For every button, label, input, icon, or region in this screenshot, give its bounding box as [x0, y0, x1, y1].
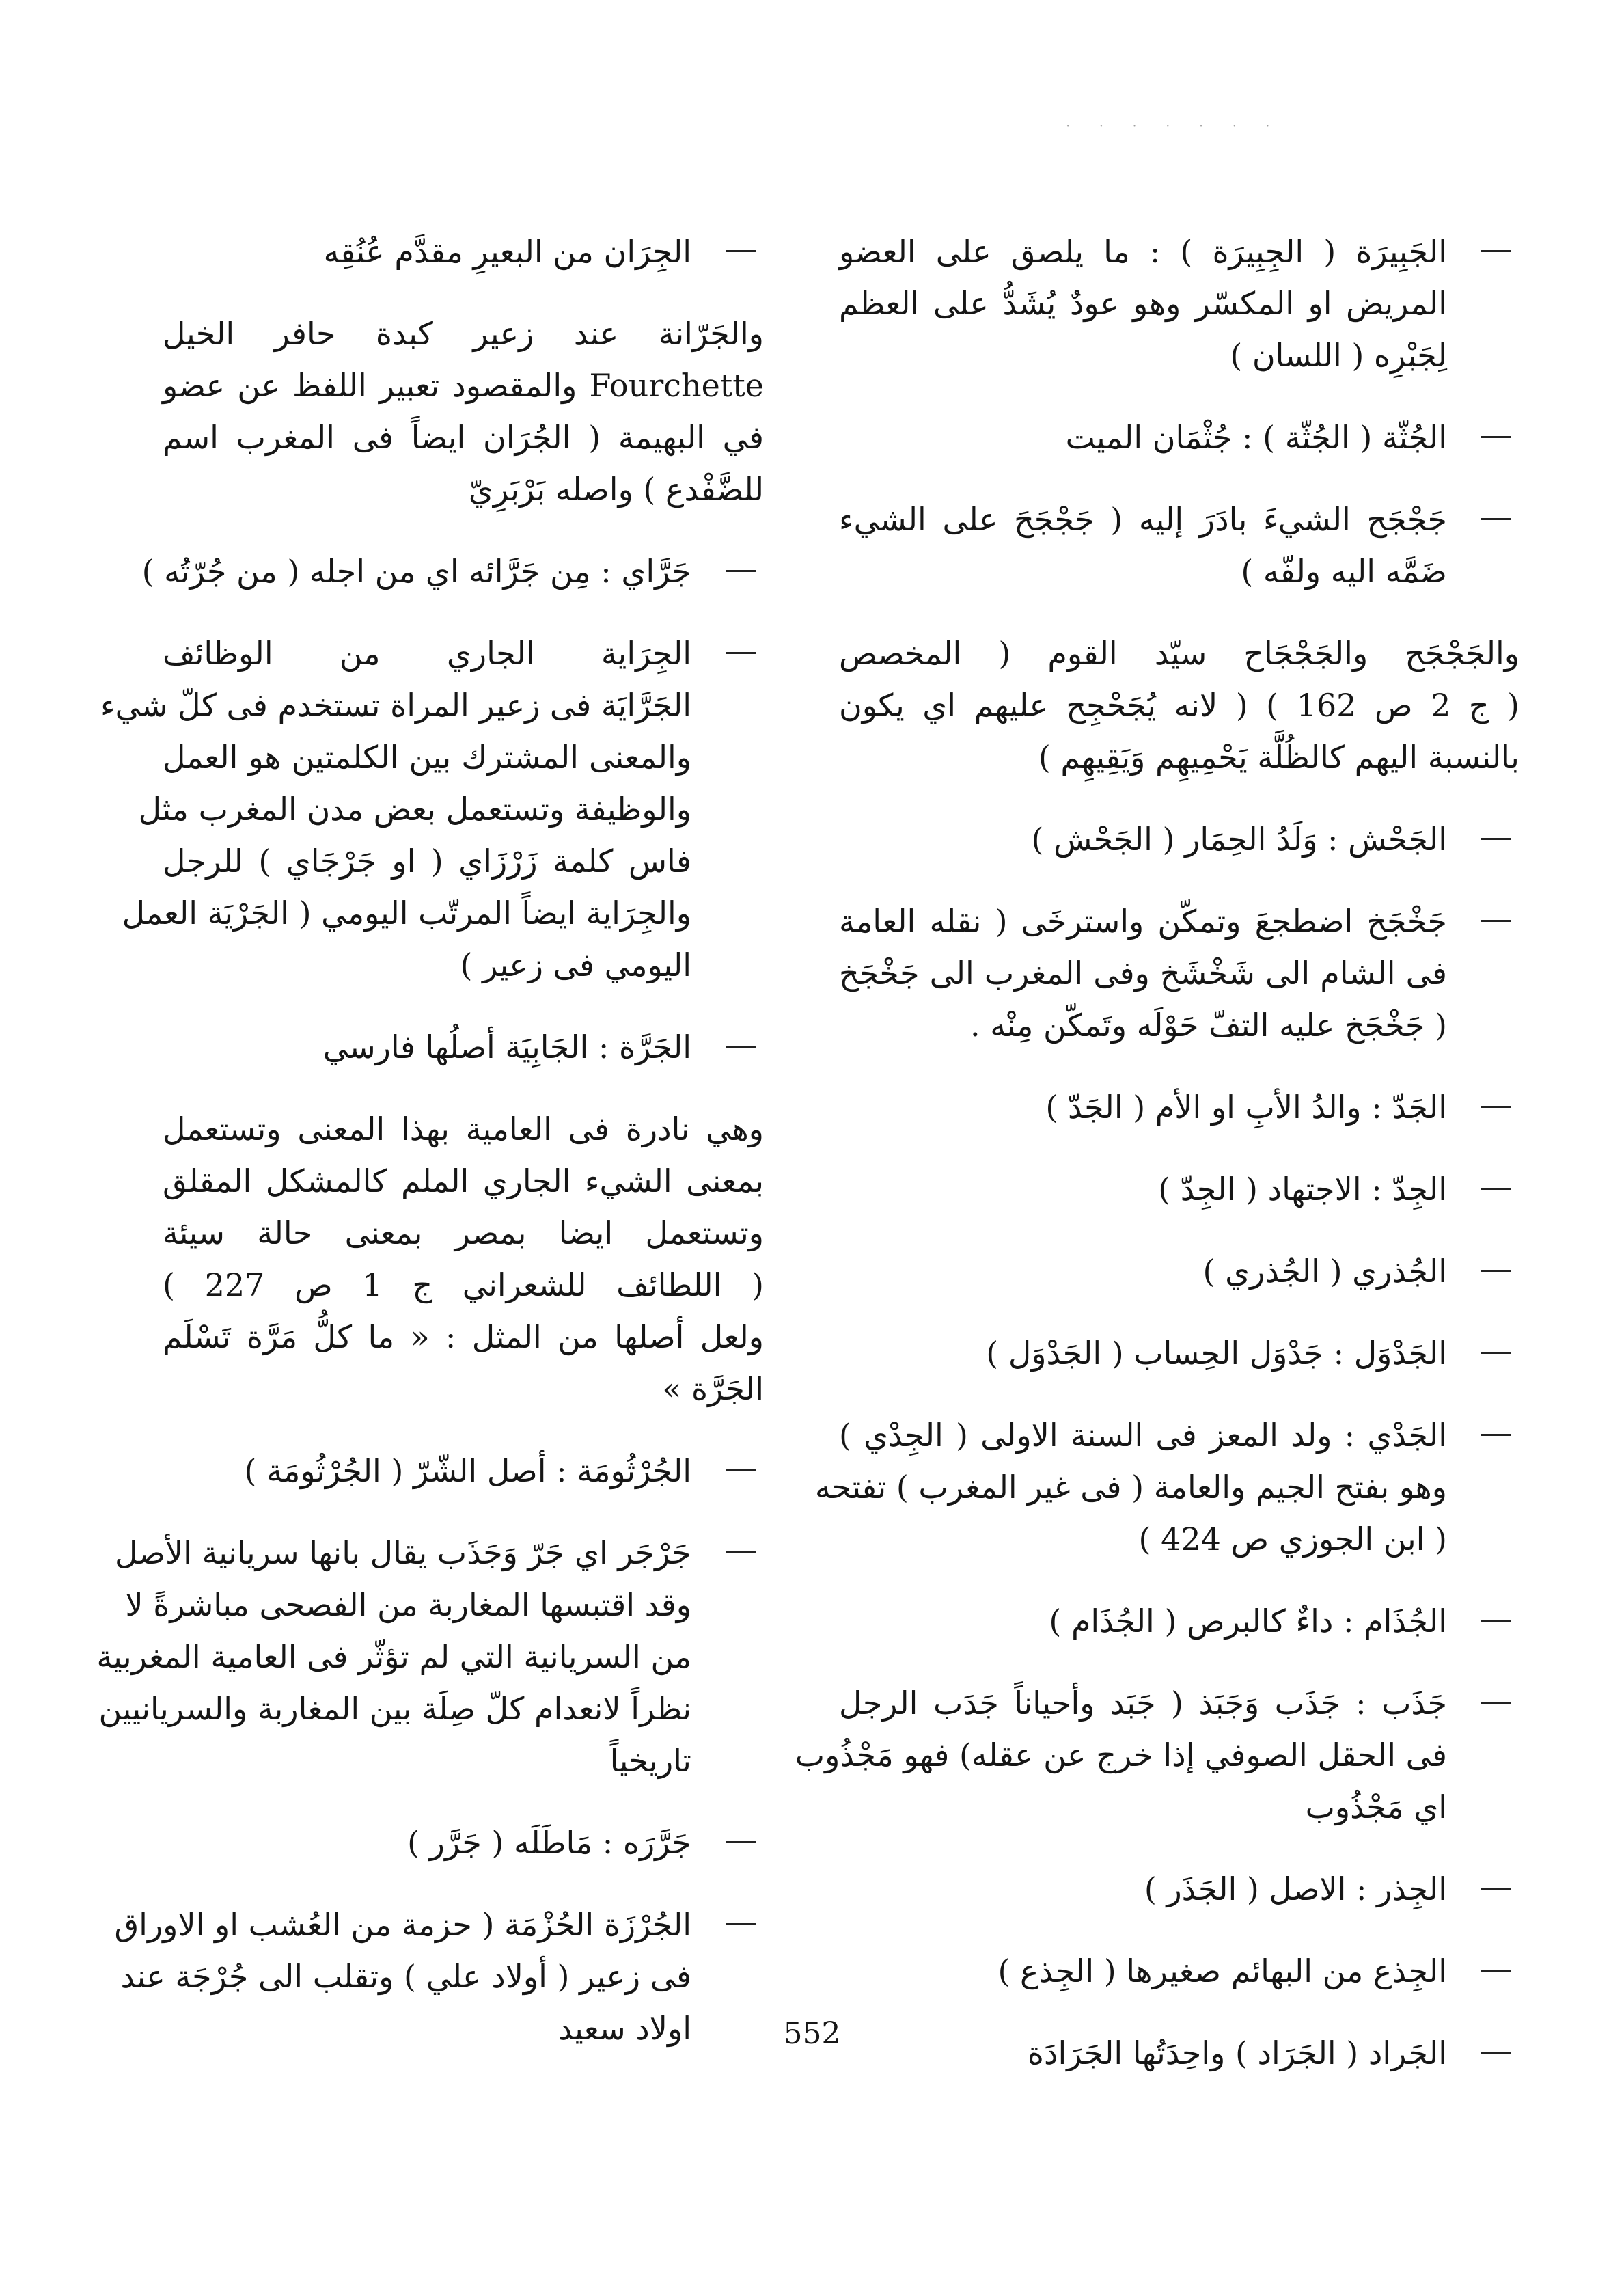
entry-line: ( ج 2 ص 162 ) ( لانه يُجَحْجِح عليهم اي يكون: [839, 687, 1519, 724]
entry-dash-marker: [726, 1469, 756, 1471]
entry-line: والجَجْجَح والجَجْجَاح سيّد القوم ( المخصص: [839, 635, 1519, 672]
dictionary-entry: [839, 226, 1519, 381]
entry-dash-marker: [726, 652, 756, 654]
entry-dash-marker: [1481, 518, 1511, 520]
entry-line: والجِرَاية ايضاً المرتّب اليومي ( الجَرْيَة العمل: [122, 895, 691, 932]
entry-line: فى زعير ( أولاد علي ) وتقلب الى جُرْجَة عند: [120, 1958, 691, 1995]
entry-dash-marker: [726, 570, 756, 572]
entry-dash-marker: [1481, 1188, 1511, 1190]
entry-line: الجُثّة ( الجُثّة ) : جُثْمَان الميت: [1065, 419, 1447, 456]
entry-dash-marker: [1481, 250, 1511, 252]
entry-line: الجِذع من البهائم صغيرها ( الجِذع ): [997, 1953, 1447, 1989]
entry-dash-marker: [1481, 436, 1511, 438]
dictionary-entry: [839, 1327, 1519, 1379]
dictionary-entry: [163, 1021, 764, 1073]
entry-line: ولعل أصلها من المثل : « ما كلُّ مَرَّة تَسْلَم: [163, 1318, 764, 1355]
entry-line: الجِدّ : الاجتهاد ( الجِدّ ): [1158, 1171, 1447, 1208]
entry-line: جَجْجَح الشيءَ بادَرَ إليه ( جَجْجَحَ على الشيء: [839, 501, 1447, 538]
dictionary-entry: [141, 545, 764, 597]
entry-line: الجُرْثُومَة : أصل الشّرّ ( الجُرْثُومَة ): [244, 1452, 691, 1489]
entry-dash-marker: [1481, 1702, 1511, 1704]
dictionary-entry: [795, 1677, 1519, 1833]
entry-line: الجَرَّة »: [662, 1370, 764, 1407]
entry-line: الجَراد ( الجَرَاد ) واحِدَتُها الجَرَادَة: [1027, 2035, 1447, 2071]
dictionary-entry: [100, 627, 764, 991]
entry-line: اليومي فى زعير ): [460, 947, 691, 983]
entry-line: الجَرَّة : الجَابِيَة أصلُها فارسي: [322, 1029, 691, 1065]
entry-line: بالنسبة اليهم كالظُلَّة يَحْمِيهِم وَيَقِيهِم ): [1038, 739, 1519, 776]
entry-dash-marker: [1481, 1434, 1511, 1436]
dictionary-entry: [839, 895, 1519, 1051]
entry-dash-marker: [1481, 1620, 1511, 1622]
dictionary-entry: [839, 411, 1519, 463]
entry-dash-marker: [1481, 2052, 1511, 2054]
entry-line: جَرْجَر اي جَرّ وَجَذَب يقال بانها سريانية الأصل: [114, 1534, 691, 1571]
dictionary-entry: [839, 1163, 1519, 1215]
entry-dash-marker: [1481, 838, 1511, 840]
entry-line: ( اللطائف للشعراني ج 1 ص 227 ): [163, 1266, 764, 1303]
entry-line: جَرَّاي : مِن جَرَّائه اي من اجله ( من جُرّتُه ): [141, 553, 691, 590]
dictionary-entry: [163, 1103, 764, 1415]
entry-line: Fourchette والمقصود تعبير اللفظ عن عضو: [163, 367, 764, 404]
entry-line: جَخْجَخ اضطجعَ وتمكّن واسترخَى ( نقله العامة: [839, 903, 1447, 940]
entry-dash-marker: [1481, 1106, 1511, 1108]
entry-line: الجَدْي : ولد المعز فى السنة الاولى ( الجِدْي ): [839, 1417, 1447, 1454]
entry-line: الجُرْزَة الحُزْمَة ( حزمة من العُشب او الاوراق: [114, 1906, 691, 1943]
entry-line: الجُذَام : داءٌ كالبرص ( الجُذَام ): [1049, 1603, 1447, 1640]
entry-line: الجَدْوَل : جَدْوَل الحِساب ( الجَدْوَل ): [986, 1335, 1447, 1372]
entry-line: المريض او المكسّر وهو عودٌ يُشَدُّ على العظم: [839, 285, 1447, 322]
entry-line: لِجَبْرِه ( اللسان ): [1230, 337, 1447, 374]
dictionary-entry: [839, 1945, 1519, 1997]
entry-dash-marker: [726, 250, 756, 252]
dictionary-entry: [839, 1081, 1519, 1133]
dictionary-entry: [163, 1445, 764, 1497]
entry-line: الجُذري ( الجُذري ): [1202, 1253, 1447, 1290]
entry-line: من السريانية التي لم تؤثّر فى العامية المغربية: [96, 1638, 691, 1675]
entry-line: نظراً لانعدام كلّ صِلَة بين المغاربة والسريانيين: [98, 1690, 691, 1727]
entry-line: جَرَّرَه : مَاطَلَه ( جَرَّر ): [407, 1824, 691, 1861]
entry-dash-marker: [726, 1046, 756, 1048]
dictionary-entry: [839, 813, 1519, 865]
entry-line: اولاد سعيد: [558, 2010, 691, 2047]
entry-line: ( ابن الجوزي ص 424 ): [1138, 1521, 1447, 1558]
entry-line: فى الحقل الصوفي إذا خرج عن عقله) فهو مَجْذُوب: [795, 1737, 1447, 1773]
scan-specks: · · · · · · ·: [1066, 118, 1282, 134]
dictionary-entry: [163, 308, 764, 515]
entry-line: جَذَب : جَذَب وَجَبَذ ( جَبَد وأحياناً جَدَب الرجل: [839, 1685, 1447, 1722]
entry-dash-marker: [726, 1551, 756, 1553]
entry-line: والوظيفة وتستعمل بعض مدن المغرب مثل: [138, 791, 691, 828]
entry-dash-marker: [726, 1841, 756, 1843]
entry-line: الجِرَان من البعيرِ مقدَّم عُنُقِه: [323, 233, 691, 270]
entry-line: بمعنى الشيء الجاري الملم كالمشكل المقلق: [163, 1163, 764, 1199]
entry-line: ضَمَّه اليه ولفّه ): [1241, 553, 1447, 590]
dictionary-entry: [163, 1817, 764, 1868]
entry-line: والجَرّانة عند زعير كبدة حافر الخيل: [163, 315, 764, 352]
entry-line: للضَّفْدع ) واصله بَرْبَرِيّ: [468, 471, 764, 508]
entry-dash-marker: [1481, 1352, 1511, 1354]
entry-line: الجَحْش : وَلَدُ الحِمَار ( الجَحْش ): [1031, 821, 1447, 858]
dictionary-entry: [163, 226, 764, 277]
entry-line: تاريخياً: [609, 1742, 691, 1779]
entry-line: والمعنى المشترك بين الكلمتين هو العمل: [163, 739, 691, 776]
entry-dash-marker: [1481, 1270, 1511, 1272]
entry-dash-marker: [1481, 920, 1511, 922]
entry-line: الجَدّ : والدُ الأبِ او الأم ( الجَدّ ): [1045, 1089, 1447, 1126]
entry-line: في البهيمة ( الجُرَان ايضاً فى المغرب اسم: [163, 419, 764, 456]
entry-line: وهو بفتح الجيم والعامة ( فى غير المغرب ) تفتحه: [814, 1469, 1447, 1506]
entry-dash-marker: [1481, 1970, 1511, 1972]
dictionary-entry: [839, 1245, 1519, 1297]
page-number: 552: [783, 2016, 841, 2051]
entry-line: ( جَخْجَخ عليه التفّ حَوْلَه وتَمكّن مِنْه .: [969, 1007, 1447, 1044]
entry-line: وتستعمل ايضا بمصر بمعنى حالة سيئة: [163, 1214, 764, 1251]
dictionary-entry: [839, 1595, 1519, 1647]
left-column: [96, 226, 764, 2084]
entry-line: فى الشام الى شَخْشَخ وفى المغرب الى جَخْجَخ: [839, 955, 1447, 992]
entry-line: الجِرَاية الجاري من الوظائف: [163, 635, 691, 672]
entry-line: وقد اقتبسها المغاربة من الفصحى مباشرةً لا: [125, 1586, 691, 1623]
dictionary-entry: [839, 493, 1519, 597]
dictionary-entry: [839, 1863, 1519, 1915]
entry-dash-marker: [1481, 1888, 1511, 1890]
entry-line: اي مَجْذُوب: [1305, 1789, 1447, 1825]
entry-line: الجَبِيرَة ( الجِبِيرَة ) : ما يلصق على العضو: [839, 233, 1447, 270]
entry-line: وهي نادرة فى العامية بهذا المعنى وتستعمل: [163, 1111, 764, 1147]
entry-line: فاس كلمة زَرْزَاي ( او جَرْجَاي ) للرجل: [163, 843, 691, 880]
dictionary-entry: [839, 627, 1519, 783]
dictionary-entry: [96, 1527, 764, 1786]
entry-line: الجَرَّايَة فى زعير المراة تستخدم فى كلّ شيء: [100, 687, 691, 724]
dictionary-entry: [814, 1409, 1519, 1565]
entry-dash-marker: [726, 1923, 756, 1925]
entry-line: الجِذر : الاصل ( الجَذَر ): [1144, 1871, 1447, 1907]
